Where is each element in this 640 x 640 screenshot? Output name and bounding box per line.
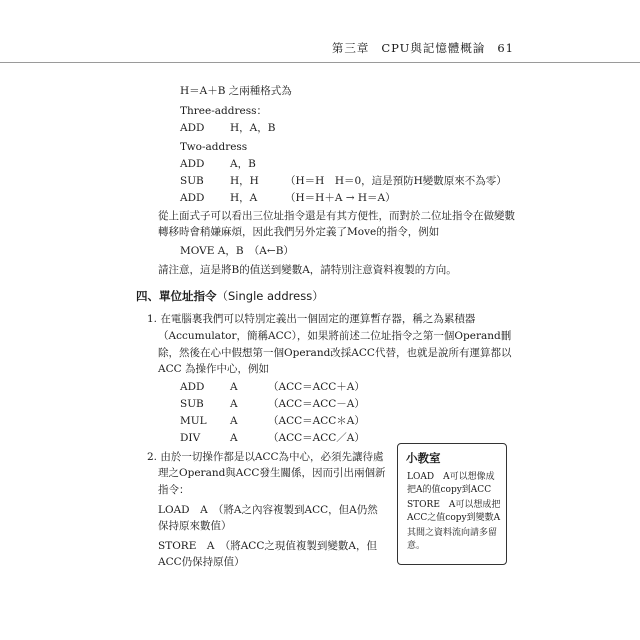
running-header bbox=[332, 40, 514, 56]
sidebar-note-flow: 其間之資料流向請多留意。 bbox=[407, 528, 498, 551]
two-address-label: Two-address bbox=[180, 141, 248, 153]
acc-row-2-comment: （ACC＝ACC－A） bbox=[268, 398, 365, 410]
acc-row-1-operand: A bbox=[230, 381, 238, 393]
item1-line-1: 1. 在電腦裏我們可以特別定義出一個固定的運算暫存器，稱之為累積器 bbox=[147, 313, 476, 325]
acc-row-3-op: MUL bbox=[180, 415, 207, 427]
store-line-2: ACC仍保持原值） bbox=[158, 556, 245, 568]
acc-row-3-operand: A bbox=[230, 415, 238, 427]
move-example: MOVE A，B （A←B） bbox=[180, 245, 294, 257]
paragraph-line-2: 轉移時會稍嫌麻煩，因此我們另外定義了Move的指令，例如 bbox=[158, 226, 440, 238]
three-address-operands: H，A，B bbox=[230, 122, 276, 134]
acc-row-2-operand: A bbox=[230, 398, 238, 410]
two-address-row-3-comment: （H＝H＋A → H＝A） bbox=[285, 192, 396, 204]
formula-line: H＝A＋B 之兩種格式為 bbox=[180, 85, 292, 97]
three-address-op: ADD bbox=[180, 122, 205, 134]
page-number: 61 bbox=[497, 41, 514, 55]
load-line-2: 保持原來數值） bbox=[158, 520, 232, 532]
store-line-1: STORE A （將ACC之現值複製到變數A，但 bbox=[158, 540, 377, 552]
item1-line-3: 除，然後在心中假想第一個Operand改採ACC代替，也就是說所有運算都以 bbox=[158, 347, 512, 359]
acc-row-1-op: ADD bbox=[180, 381, 205, 393]
chapter-label: 第三章 bbox=[331, 41, 370, 55]
acc-row-4-operand: A bbox=[230, 432, 238, 444]
two-address-row-1-operands: A，B bbox=[230, 158, 256, 170]
classroom-sidebar bbox=[397, 443, 507, 565]
section-heading-en: （Single address） bbox=[216, 289, 324, 303]
item1-line-4: ACC 為操作中心，例如 bbox=[158, 363, 269, 375]
load-line-1: LOAD A （將A之內容複製到ACC，但A仍然 bbox=[158, 504, 378, 516]
two-address-row-2-op: SUB bbox=[180, 175, 204, 187]
two-address-row-1-op: ADD bbox=[180, 158, 205, 170]
acc-row-2-op: SUB bbox=[180, 398, 204, 410]
section-heading-zh: 四、單位址指令 bbox=[136, 289, 217, 303]
item1-line-2: （Accumulator，簡稱ACC），如果將前述二位址指令之第一個Operand刪 bbox=[158, 330, 512, 342]
acc-row-1-comment: （ACC＝ACC＋A） bbox=[268, 381, 365, 393]
chapter-title: CPU與記憶體概論 bbox=[381, 41, 486, 55]
item2-line-1: 2. 由於一切操作都是以ACC為中心，必須先讓待處 bbox=[147, 451, 384, 463]
two-address-row-3-op: ADD bbox=[180, 192, 205, 204]
acc-row-3-comment: （ACC＝ACC＊A） bbox=[268, 415, 365, 427]
two-address-row-2-comment: （H＝H H＝0，這是預防H變數原來不為零） bbox=[285, 175, 507, 187]
section-heading bbox=[136, 289, 324, 303]
acc-row-4-op: DIV bbox=[180, 432, 201, 444]
sidebar-note-load: LOAD A可以想像成把A的值copy到ACC bbox=[407, 472, 495, 495]
sidebar-title: 小教室 bbox=[406, 451, 441, 465]
acc-row-4-comment: （ACC＝ACC／A） bbox=[268, 432, 365, 444]
two-address-row-2-operands: H，H bbox=[230, 175, 259, 187]
two-address-row-3-operands: H，A bbox=[230, 192, 258, 204]
paragraph-line-1: 從上面式子可以看出三位址指令還是有其方便性，而對於二位址指令在做變數 bbox=[158, 210, 515, 222]
item2-line-3: 指令： bbox=[158, 484, 190, 496]
item2-line-2: 理之Operand與ACC發生關係，因而引出兩個新 bbox=[158, 467, 386, 479]
sidebar-body bbox=[407, 471, 503, 555]
direction-note: 請注意，這是將B的值送到變數A，請特別注意資料複製的方向。 bbox=[158, 264, 457, 276]
sidebar-note-store: STORE A可以想成把ACC之值copy到變數A bbox=[407, 500, 501, 523]
three-address-label: Three-address： bbox=[180, 105, 267, 117]
header-rule bbox=[0, 62, 640, 63]
